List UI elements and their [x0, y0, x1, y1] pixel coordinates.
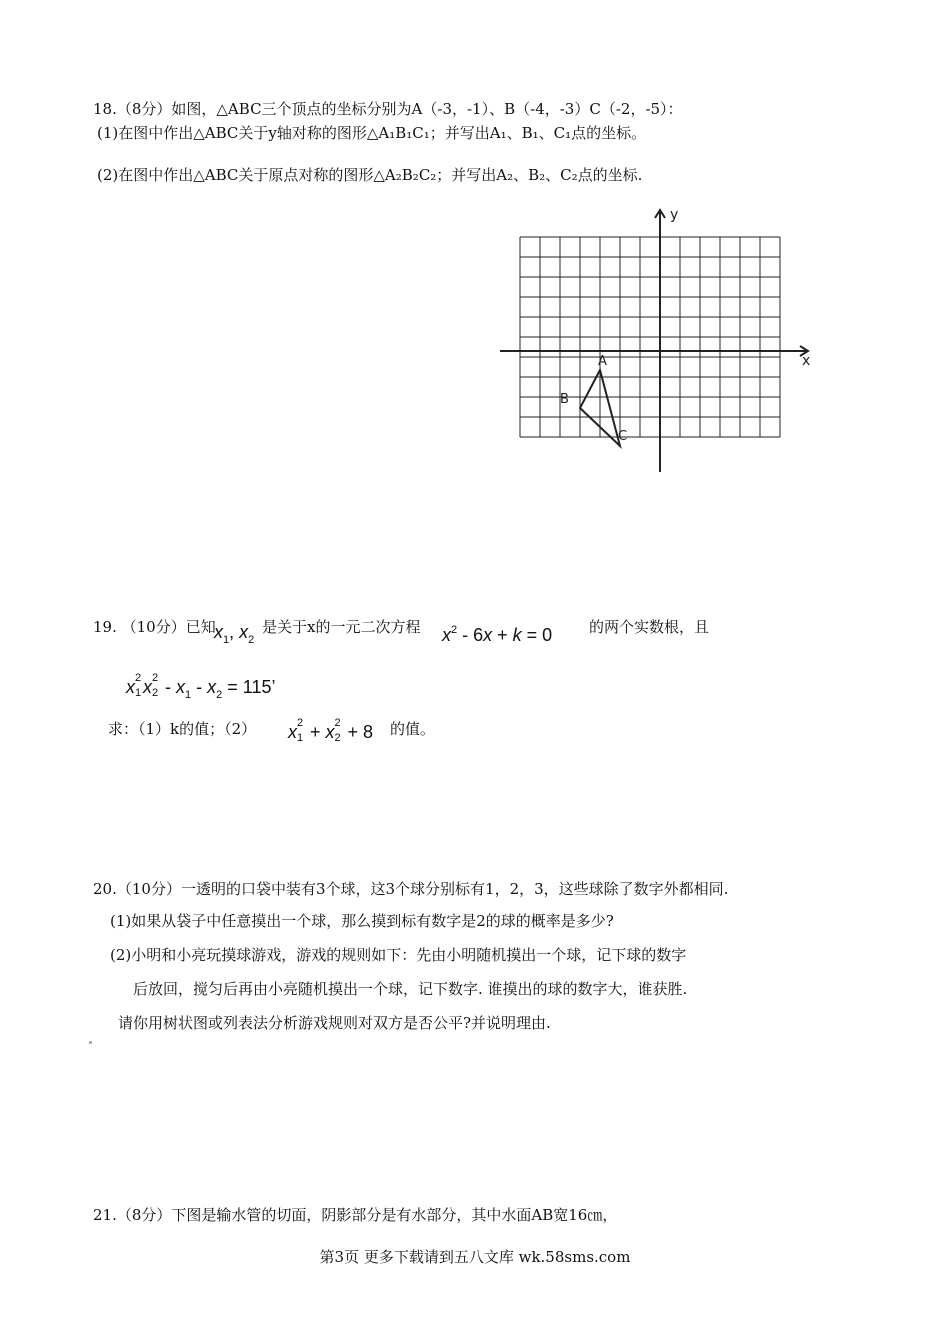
- q19-prefix: 19. （10分）已知: [93, 618, 216, 636]
- coordinate-grid-figure: [490, 200, 820, 490]
- q19-condition: x 2 1 x 2 2 - $x_1 - x_2 = 115$’: [126, 672, 276, 701]
- q18-part2: (2)在图中作出△ABC关于原点对称的图形△A₂B₂C₂；并写出A₂、B₂、C₂点的坐标.: [97, 166, 643, 184]
- stray-mark: [89, 1041, 92, 1044]
- q19-suffix: 的两个实数根，且: [589, 618, 710, 636]
- q19-equation: $x^2 - 6x + k = 0$: [442, 624, 553, 645]
- q20-part2b: 后放回，搅匀后再由小亮随机摸出一个球，记下数字. 谁摸出的球的数字大，谁获胜.: [133, 980, 688, 998]
- point-c-label: C: [618, 429, 628, 444]
- x-axis: [500, 346, 808, 356]
- grid-lines: [520, 237, 780, 437]
- coordinate-grid-svg: [490, 200, 820, 490]
- q20-part1: (1)如果从袋子中任意摸出一个球，那么摸到标有数字是2的球的概率是多少?: [110, 912, 614, 930]
- x-axis-label: x: [802, 353, 811, 369]
- q19-roots-expr: $x_1$, $x_2$: [214, 622, 255, 646]
- q18-title: 18.（8分）如图，△ABC三个顶点的坐标分别为A（-3，-1）、B（-4，-3）C（-2，-5）：: [93, 100, 683, 118]
- q20-part2a: (2)小明和小亮玩摸球游戏，游戏的规则如下：先由小明随机摸出一个球，记下球的数字: [110, 946, 687, 964]
- y-axis: [655, 210, 665, 472]
- q19-ask-suffix: 的值。: [390, 720, 436, 738]
- point-a-label: A: [598, 354, 607, 369]
- q19-ask-expr: x 2 1 + x 2 2 + 8: [288, 717, 374, 745]
- axes: [500, 210, 811, 472]
- point-b-label: B: [560, 392, 569, 407]
- q19-mid: 是关于x的一元二次方程: [262, 618, 421, 636]
- q20-title: 20.（10分）一透明的口袋中装有3个球，这3个球分别标有1，2，3，这些球除了数字外都相同.: [93, 880, 729, 898]
- q21-title: 21.（8分）下图是输水管的切面，阴影部分是有水部分，其中水面AB宽16㎝，: [93, 1206, 618, 1224]
- page-footer: 第3页 更多下载请到五八文库 wk.58sms.com: [319, 1248, 631, 1266]
- y-axis-label: y: [670, 207, 679, 223]
- q20-part2c: 请你用树状图或列表法分析游戏规则对双方是否公平?并说明理由.: [118, 1014, 551, 1032]
- q19-ask-prefix: 求：（1）k的值；（2）: [108, 720, 257, 738]
- q18-part1: (1)在图中作出△ABC关于y轴对称的图形△A₁B₁C₁；并写出A₁、B₁、C₁点的坐标。: [97, 124, 647, 142]
